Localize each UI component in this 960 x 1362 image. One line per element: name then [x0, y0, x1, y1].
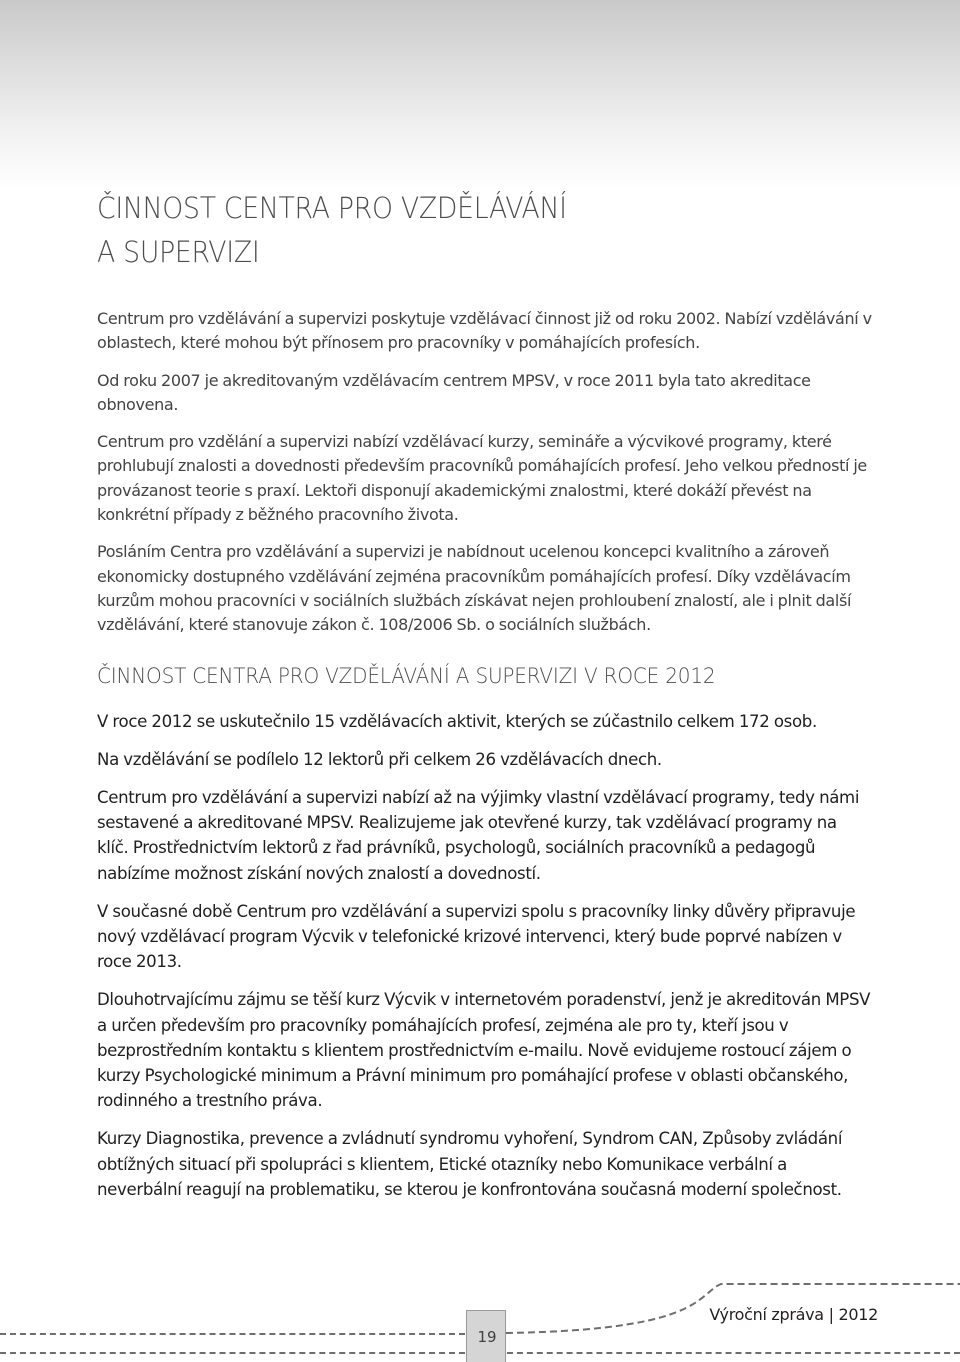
section-paragraph: Kurzy Diagnostika, prevence a zvládnutí syndromu vyhoření, Syndrom CAN, Způsoby zvládání obtížných situací při spolupráci s klientem, Etické otazníky nebo Komunikace verbální a neverbální reagují na problematiku, se kterou je konfrontována současná moderní společnost. — [97, 1129, 843, 1199]
section-paragraph: Dlouhotrvajícímu zájmu se těší kurz Výcvik v internetovém poradenství, jenž je akreditován MPSV a určen především pro pracovníky pomáhajících profesí, zejména ale pro ty, kteří jsou v bezprostředním kontaktu s klientem prostřednictvím e-mailu. Nově evidujeme rostoucí zájem o kurzy Psychologické minimum a Právní minimum pro pomáhající profese v oblasti občanského, rodinného a trestního práva. — [97, 990, 871, 1111]
page-content — [97, 186, 872, 1215]
intro-paragraph: Od roku 2007 je akreditovaným vzdělávacím centrem MPSV, v roce 2011 byla tato akreditace obnovena. — [97, 370, 811, 414]
section-paragraph: Centrum pro vzdělávání a supervizi nabízí až na výjimky vlastní vzdělávací programy, tedy námi sestavené a akreditované MPSV. Realizujeme jak otevřené kurzy, tak vzdělávací programy na klíč. Prostřednictvím lektorů z řad právníků, psychologů, sociálních pracovníků a pedagogů nabízíme možnost získání nových znalostí a dovedností. — [97, 787, 860, 883]
footer-dashed-line — [507, 1352, 960, 1354]
intro-section — [97, 307, 872, 638]
page-title-line2: A SUPERVIZI — [97, 235, 260, 269]
section-2012 — [97, 662, 872, 1202]
intro-paragraph: Posláním Centra pro vzdělávání a supervizi je nabídnout ucelenou koncepci kvalitního a zároveň ekonomicky dostupného vzdělávání zejména pracovníkům pomáhajících profesí. Díky vzdělávacím kurzům mohou pracovníci v sociálních službách získávat nejen prohloubení znalostí, ale i plnit další vzdělávání, které stanovuje zákon č. 108/2006 Sb. o sociálních službách. — [97, 542, 852, 635]
section-paragraph: V roce 2012 se uskutečnilo 15 vzdělávacích aktivit, kterých se zúčastnilo celkem 172 osob. — [97, 711, 817, 731]
intro-paragraph: Centrum pro vzdělávání a supervizi poskytuje vzdělávací činnost již od roku 2002. Nabízí vzdělávání v oblastech, které mohou být přínosem pro pracovníky v pomáhajících profesích. — [97, 309, 872, 353]
section-title: ČINNOST CENTRA PRO VZDĚLÁVÁNÍ A SUPERVIZI V ROCE 2012 — [97, 663, 716, 689]
header-gradient — [0, 0, 960, 190]
section-paragraph: Na vzdělávání se podílelo 12 lektorů při celkem 26 vzdělávacích dnech. — [97, 749, 662, 769]
footer-dashed-line — [0, 1333, 465, 1335]
page-number: 19 — [477, 1328, 497, 1346]
page-number-box — [466, 1310, 506, 1362]
intro-paragraph: Centrum pro vzdělání a supervizi nabízí vzdělávací kurzy, semináře a výcvikové programy, které prohlubují znalosti a dovednosti především pracovníků pomáhajících profesí. Jeho velkou předností je provázanost teorie s praxí. Lektoři disponují akademickými znalostmi, které dokáží převést na konkrétní případy z běžného pracovního života. — [97, 432, 867, 525]
annual-report-label: Výroční zpráva | 2012 — [709, 1305, 878, 1324]
page-title — [97, 186, 741, 274]
page-title-line1: ČINNOST CENTRA PRO VZDĚLÁVÁNÍ — [97, 191, 567, 225]
section-paragraph: V současné době Centrum pro vzdělávání a supervizi spolu s pracovníky linky důvěry připravuje nový vzdělávací program Výcvik v telefonické krizové intervenci, který bude poprvé nabízen v roce 2013. — [97, 901, 856, 972]
footer-dashed-line — [0, 1352, 465, 1354]
